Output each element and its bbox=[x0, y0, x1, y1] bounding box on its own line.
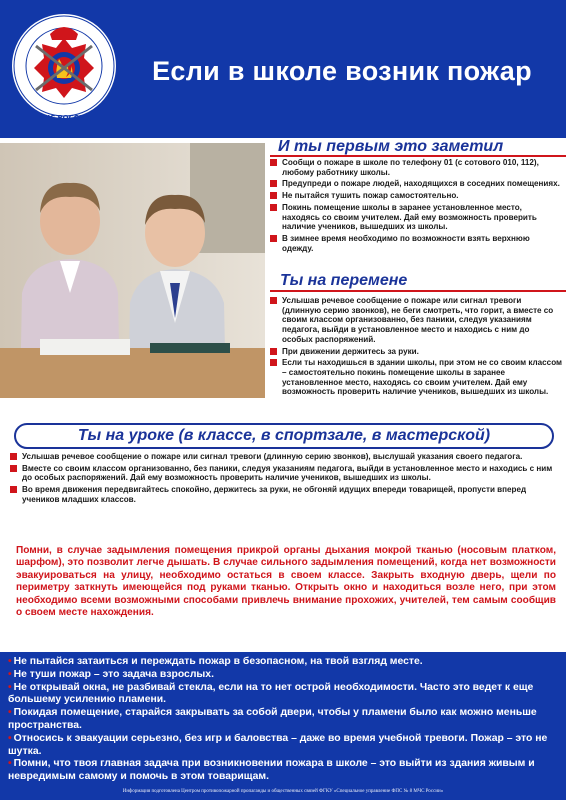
smoke-reminder-paragraph: Помни, в случае задымления помещения прикрой органы дыхания мокрой тканью (носовым платком, шарфом), это позволит легче дышать. В случае сильного задымления помещений, когда нет возможности эвакуироваться на улицу, необходимо остаться в своем классе. Закрыть входную дверь, щели по периметру заткнуть имеющейся под руками тканью. Открыть окно и находиться возле него, при этом необходимо всеми возможными способами привлечь внимание прохожих, учителей, тем самым сообщив о своем месте нахождения. bbox=[16, 545, 556, 619]
emblem-bottom-text: МЧС РОССИИ bbox=[37, 114, 91, 122]
list-item: Если ты находишься в здании школы, при этом не со своим классом – самостоятельно покинь помещение школы в заранее установленное место, находясь со своим учителем. Дай ему возможность проверить наличие учеников, вышедших из школы. bbox=[270, 358, 562, 397]
list-item: Услышав речевое сообщение о пожаре или сигнал тревоги (длинную серию звонков), выслушай указания своего педагога. bbox=[10, 452, 556, 462]
list-item: Покинь помещение школы в заранее установленное место, находясь со своим учителем. Дай ему возможность проверить наличие учеников, вышедших из школы. bbox=[270, 203, 562, 232]
bullet-icon bbox=[270, 348, 277, 355]
bullet-icon bbox=[270, 159, 277, 166]
footer-credit: Информация подготовлена Центром противопожарной пропаганды и общественных связей ФГКУ «Специальное управление ФПС № 8 МЧС России» bbox=[122, 789, 444, 794]
bullet-icon: • bbox=[8, 668, 12, 680]
warnings-box bbox=[0, 652, 566, 800]
bullet-icon bbox=[270, 359, 277, 366]
list-item: В зимнее время необходимо по возможности взять верхнюю одежду. bbox=[270, 234, 562, 253]
list-item: Вместе со своим классом организованно, без паники, следуя указаниям педагога, выйди в установленное место и находись с ним до особых распоряжений. Дай ему возможность проверить наличие учеников, вышедших из школы. bbox=[10, 464, 556, 483]
bullet-icon: • bbox=[8, 656, 12, 667]
mchs-emblem-icon bbox=[10, 6, 118, 132]
bullet-icon bbox=[270, 235, 277, 242]
warnings-list bbox=[8, 656, 558, 784]
page-title: Если в школе возник пожар bbox=[152, 56, 532, 86]
section-first-noticed-title: И ты первым это заметил bbox=[278, 138, 504, 155]
section-break-title: Ты на перемене bbox=[280, 272, 408, 289]
break-list bbox=[270, 296, 562, 399]
bullet-icon bbox=[10, 453, 17, 460]
bullet-icon: • bbox=[8, 707, 12, 719]
section-divider bbox=[270, 290, 566, 292]
lesson-list bbox=[10, 452, 556, 507]
warning-item: • Не открывай окна, не разбивай стекла, если на то нет острой необходимости. Часто это ведет к еще большему усилению пламени. bbox=[8, 681, 534, 706]
list-item: Сообщи о пожаре в школе по телефону 01 (с сотового 010, 112), любому работнику школы. bbox=[270, 158, 562, 177]
list-item: Услышав речевое сообщение о пожаре или сигнал тревоги (длинную серию звонков), не беги смотреть, что горит, а вместе со своим классом организованно, без паники, следуя указаниям педагога, выйди в установленное место и находись с ним до особых распоряжений. bbox=[270, 296, 562, 345]
warning-item: • Покидая помещение, старайся закрывать за собой двери, чтобы у пламени было как можно меньше пространства. bbox=[8, 707, 537, 731]
list-item: При движении держитесь за руки. bbox=[270, 347, 562, 357]
bullet-icon: • bbox=[8, 732, 12, 744]
warning-item: • Не пытайся затаиться и переждать пожар в безопасном, на твой взгляд месте. bbox=[8, 656, 423, 667]
list-item: Предупреди о пожаре людей, находящихся в соседних помещениях. bbox=[270, 179, 562, 189]
warning-item: • Не туши пожар – это задача взрослых. bbox=[8, 668, 214, 680]
section-lesson-title: Ты на уроке (в классе, в спортзале, в мастерской) bbox=[14, 423, 554, 449]
header-banner bbox=[0, 0, 566, 138]
bullet-icon bbox=[270, 180, 277, 187]
warning-item: • Помни, что твоя главная задача при возникновении пожара в школе – это выйти из здания живым и невредимым самому и помочь в этом товарищам. bbox=[8, 758, 535, 783]
section-divider bbox=[270, 155, 566, 157]
bullet-icon: • bbox=[8, 758, 12, 770]
bullet-icon bbox=[270, 297, 277, 304]
first-noticed-list bbox=[270, 158, 562, 255]
bullet-icon bbox=[10, 465, 17, 472]
list-item: Не пытайся тушить пожар самостоятельно. bbox=[270, 191, 562, 201]
list-item: Во время движения передвигайтесь спокойно, держитесь за руки, не обгоняй идущих впереди товарищей, пропусти вперед учеников младших классов. bbox=[10, 485, 556, 504]
bullet-icon bbox=[270, 192, 277, 199]
bullet-icon: • bbox=[8, 681, 12, 693]
warning-item: • Относись к эвакуации серьезно, без игр и баловства – даже во время учебной тревоги. Пожар – это не шутка. bbox=[8, 732, 548, 757]
bullet-icon bbox=[10, 486, 17, 493]
schoolboys-photo bbox=[0, 143, 265, 398]
bullet-icon bbox=[270, 204, 277, 211]
